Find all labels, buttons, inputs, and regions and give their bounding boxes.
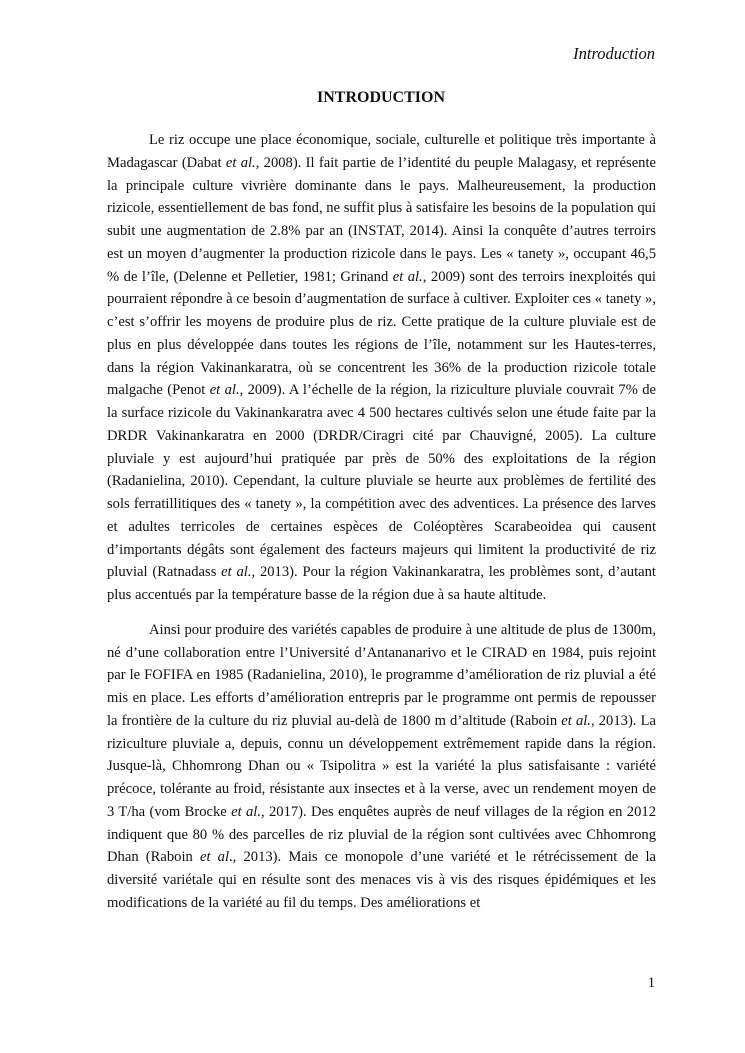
- page-number: 1: [647, 975, 655, 991]
- italic-citation-text: et al.: [392, 268, 423, 285]
- italic-citation-text: et al.: [231, 803, 261, 820]
- paragraph-text: , 2009) sont des terroirs inexploités qui pourraient répondre à ce besoin d’augmentation de surface à cultiver. Exploiter ces « tanety », c’est s’offrir les moyens de produire plus de riz. Cette pratique de la culture pluviale est de plus en plus développée dans toutes les régions de l’île, notamment sur les Hautes-terres, dans la région Vakinankaratra, où se concentrent les 36% de la production rizicole totale malgache (Penot: [107, 268, 656, 399]
- italic-citation-text: et al.,: [221, 564, 256, 581]
- body-text: [107, 129, 656, 927]
- paragraph-text: , 2017). Des enquêtes auprès de neuf villages de la région en 2012 indiquent que 80 % des parcelles de riz pluvial de la région sont cultivées avec Chhomrong Dhan (Raboin: [107, 803, 656, 866]
- paragraph-text: , 2013). La riziculture pluviale a, depuis, connu un développement extrêmement rapide dans la région. Jusque-là, Chhomrong Dhan ou « Tsipolitra » est la variété la plus satisfaisante : variété précoce, tolérante au froid, résistante aux insectes et à la verse, avec un rendement moyen de 3 T/ha (vom Brocke: [107, 712, 656, 820]
- paragraph-text: , 2009). A l’échelle de la région, la riziculture pluviale couvrait 7% de la surface rizicole du Vakinankaratra avec 4 500 hectares cultivés selon une étude faite par la DRDR Vakinankaratra en 2000 (DRDR/Ciragri cité par Chauvigné, 2005). La culture pluviale y est aujourd’hui pratiquée par près de 50% des exploitations de la région (Radanielina, 2010). Cependant, la culture pluviale se heurte aux problèmes de fertilité des sols ferratillitiques des « tanety », la compétition avec des adventices. La présence des larves et adultes terricoles de certaines espèces de Coléoptères Scarabeoidea qui causent d’importants dégâts sont également des facteurs majeurs qui limitent la productivité de riz pluvial (Ratnadass: [107, 382, 656, 581]
- italic-citation-text: et al: [199, 849, 230, 866]
- paragraph-text: 2013). Pour la région Vakinankaratra, les problèmes sont, d’autant plus accentués par la température basse de la région due à sa haute altitude.: [107, 564, 656, 603]
- paragraph-text: , 2008). Il fait partie de l’identité du peuple Malagasy, et représente la principale culture vivrière dominante dans le pays. Malheureusement, la production rizicole, essentiellement de bas fond, ne suffit plus à satisfaire les besoins de la population qui subit une augmentation de 2.8% par an (INSTAT, 2014). Ainsi la conquête d’autres terroirs est un moyen d’augmenter la production rizicole dans le pays. Les « tanety », occupant 46,5 % de l’île, (Delenne et Pelletier, 1981; Grinand: [107, 154, 657, 285]
- paragraph: [107, 619, 656, 915]
- page-title: INTRODUCTION: [316, 89, 445, 106]
- paragraph: [107, 129, 656, 607]
- paragraph-text: Le riz occupe une place économique, sociale, culturelle et politique très importante à Madagascar (Dabat: [107, 132, 656, 171]
- paragraph-text: Ainsi pour produire des variétés capables de produire à une altitude de plus de 1300m, né d’une collaboration entre l’Université d’Antananarivo et le CIRAD en 1984, puis rejoint par le FOFIFA en 1985 (Radanielina, 2010), le programme d’amélioration de riz pluvial a été mis en place. Les efforts d’amélioration entrepris par le programme ont permis de repousser la frontière de la culture du riz pluvial au-delà de 1800 m d’altitude (Raboin: [107, 621, 656, 729]
- paragraph-text: ., 2013). Mais ce monopole d’une variété et le rétrécissement de la diversité variétale qui en résulte sont des menaces vis à vis des risques épidémiques et les modifications de la variété au fil du temps. Des améliorations et: [107, 849, 656, 911]
- italic-citation-text: et al.: [561, 712, 591, 729]
- running-header: Introduction: [573, 44, 655, 63]
- italic-citation-text: et al.: [225, 154, 256, 171]
- italic-citation-text: et al.: [209, 382, 240, 399]
